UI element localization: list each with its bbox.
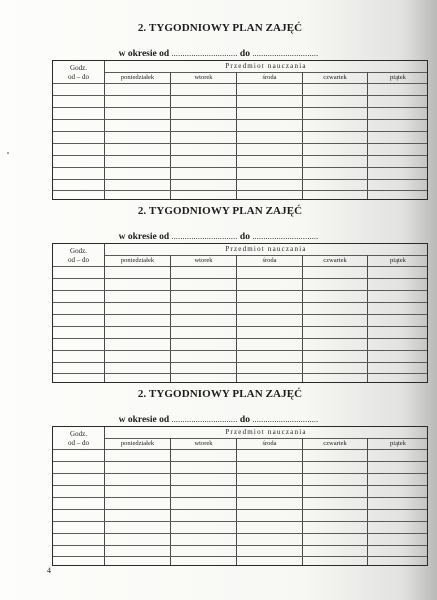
day-header-monday: poniedziałek: [120, 440, 155, 447]
period-from-field[interactable]: ..............................: [171, 415, 238, 424]
period-to-label: do: [239, 49, 250, 59]
period-line: [0, 232, 437, 242]
subject-header: Przedmiot nauczania: [225, 62, 307, 70]
period-to-field[interactable]: ..............................: [252, 49, 319, 58]
day-header-thursday: czwartek: [323, 257, 347, 264]
day-header-friday: piątek: [390, 257, 406, 264]
header-bottom-line: [53, 449, 427, 450]
row-line: [53, 362, 427, 363]
subject-header: Przedmiot nauczania: [225, 428, 307, 436]
section-title: 2. TYGODNIOWY PLAN ZAJĘĆ: [137, 205, 303, 217]
hours-header-line2: od – do: [68, 438, 89, 447]
row-line: [53, 143, 427, 144]
subject-header-divider: [105, 255, 427, 256]
row-line: [53, 497, 427, 498]
period-from-label: w okresie od: [118, 49, 170, 59]
day-header-tuesday: wtorek: [194, 257, 213, 264]
hours-header: [53, 247, 104, 264]
row-line: [53, 461, 427, 462]
row-line: [53, 190, 427, 191]
row-line: [53, 338, 427, 339]
subject-header-divider: [105, 438, 427, 439]
row-line: [53, 155, 427, 156]
page-number: 4: [47, 566, 51, 575]
row-line: [53, 556, 427, 557]
hours-header: [53, 430, 104, 447]
day-header-monday: poniedziałek: [120, 257, 155, 264]
header-bottom-line: [53, 83, 427, 84]
period-from-field[interactable]: ..............................: [171, 232, 238, 241]
day-header-wednesday: środa: [262, 440, 277, 447]
row-line: [53, 179, 427, 180]
subject-header-divider: [105, 72, 427, 73]
period-to-label: do: [239, 415, 250, 425]
header-bottom-line: [53, 266, 427, 267]
row-line: [53, 373, 427, 374]
subject-header: Przedmiot nauczania: [225, 245, 307, 253]
period-to-field[interactable]: ..............................: [252, 232, 319, 241]
row-line: [53, 509, 427, 510]
timetable-grid[interactable]: [52, 60, 428, 200]
day-header-thursday: czwartek: [323, 74, 347, 81]
hours-header-line1: Godz.: [70, 247, 87, 255]
day-header-wednesday: środa: [262, 257, 277, 264]
row-line: [53, 326, 427, 327]
day-header-tuesday: wtorek: [194, 74, 213, 81]
row-line: [53, 545, 427, 546]
row-line: [53, 302, 427, 303]
day-header-thursday: czwartek: [323, 440, 347, 447]
day-header-wednesday: środa: [262, 74, 277, 81]
period-from-label: w okresie od: [118, 232, 170, 242]
row-line: [53, 533, 427, 534]
row-line: [53, 521, 427, 522]
hours-header-line2: od – do: [68, 255, 89, 264]
section-title: 2. TYGODNIOWY PLAN ZAJĘĆ: [137, 388, 303, 400]
hours-header: [53, 64, 104, 81]
row-line: [53, 314, 427, 315]
period-from-field[interactable]: ..............................: [171, 49, 238, 58]
timetable-grid[interactable]: [52, 243, 428, 383]
day-header-monday: poniedziałek: [120, 74, 155, 81]
hours-header-line1: Godz.: [70, 64, 87, 72]
day-header-friday: piątek: [390, 74, 406, 81]
period-line: [0, 415, 437, 425]
day-header-friday: piątek: [390, 440, 406, 447]
period-to-field[interactable]: ..............................: [252, 415, 319, 424]
row-line: [53, 131, 427, 132]
period-to-label: do: [239, 232, 250, 242]
paper-speck: [7, 152, 9, 154]
day-header-tuesday: wtorek: [194, 440, 213, 447]
row-line: [53, 473, 427, 474]
row-line: [53, 107, 427, 108]
hours-header-line1: Godz.: [70, 430, 87, 438]
period-line: [0, 49, 437, 59]
row-line: [53, 167, 427, 168]
row-line: [53, 119, 427, 120]
period-from-label: w okresie od: [118, 415, 170, 425]
row-line: [53, 290, 427, 291]
timetable-grid[interactable]: [52, 426, 428, 566]
hours-header-line2: od – do: [68, 72, 89, 81]
row-line: [53, 485, 427, 486]
row-line: [53, 278, 427, 279]
row-line: [53, 350, 427, 351]
section-title: 2. TYGODNIOWY PLAN ZAJĘĆ: [137, 22, 303, 34]
row-line: [53, 95, 427, 96]
